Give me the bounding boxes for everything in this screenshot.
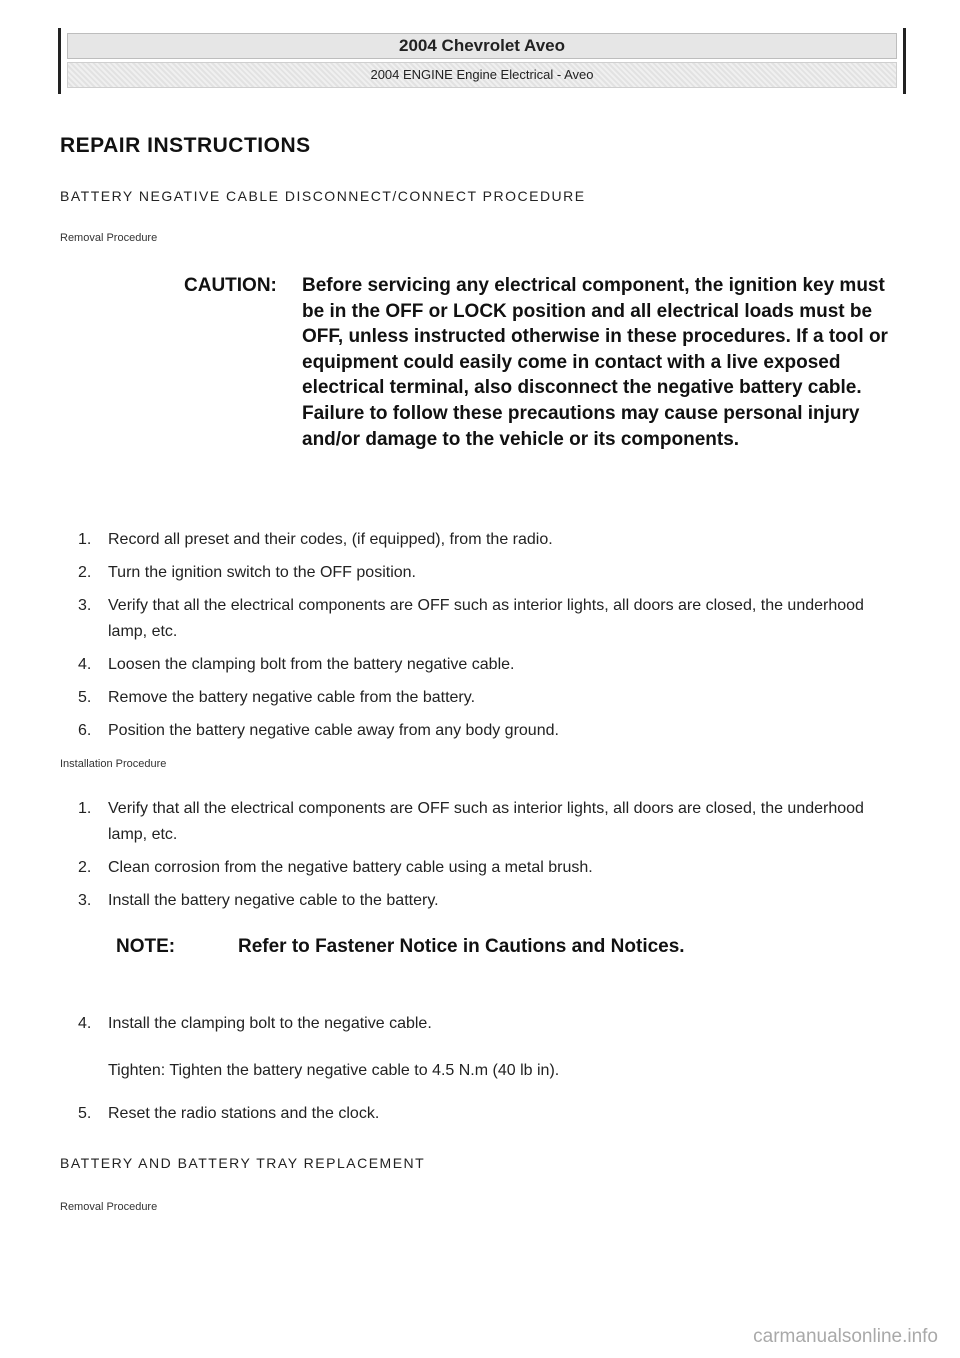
step-number: 5. (78, 1105, 92, 1122)
step-number: 2. (78, 859, 92, 876)
install-steps-list-c (60, 1101, 900, 1127)
step-item (60, 560, 900, 586)
page-header (58, 28, 906, 94)
step-number: 6. (78, 722, 92, 739)
section-title: REPAIR INSTRUCTIONS (60, 134, 311, 157)
step-item (60, 888, 900, 914)
step-text: Loosen the clamping bolt from the battery negative cable. (108, 656, 515, 673)
step-number: 5. (78, 689, 92, 706)
removal-steps-list (60, 527, 900, 744)
step-number: 2. (78, 564, 92, 581)
sec2-removal-heading: Removal Procedure (60, 1201, 158, 1213)
step-number: 3. (78, 892, 92, 909)
step-item (60, 796, 900, 848)
install-steps-list-b (60, 1011, 900, 1037)
sec2-title: BATTERY AND BATTERY TRAY REPLACEMENT (60, 1155, 426, 1171)
step-text: Position the battery negative cable away from any body ground. (108, 722, 559, 739)
caution-label: CAUTION: (184, 275, 277, 296)
sec1-install-heading: Installation Procedure (60, 758, 167, 770)
step-item (60, 1101, 900, 1127)
step-text: Install the clamping bolt to the negative cable. (108, 1015, 432, 1032)
step-text: Verify that all the electrical components are OFF such as interior lights, all doors are closed, the underhood lamp, etc. (108, 597, 864, 640)
note-text: Refer to Fastener Notice in Cautions and Notices. (238, 936, 685, 957)
step-item (60, 652, 900, 678)
sec1-removal-heading: Removal Procedure (60, 232, 158, 244)
install-steps-list (60, 796, 900, 914)
step-number: 4. (78, 1015, 92, 1032)
step-text: Install the battery negative cable to the battery. (108, 892, 439, 909)
tighten-spec: Tighten: Tighten the battery negative cable to 4.5 N.m (40 lb in). (108, 1062, 560, 1079)
step-text: Turn the ignition switch to the OFF position. (108, 564, 416, 581)
note-label: NOTE: (116, 936, 176, 957)
sec1-title: BATTERY NEGATIVE CABLE DISCONNECT/CONNECT PROCEDURE (60, 188, 586, 204)
header-subtitle: 2004 ENGINE Engine Electrical - Aveo (67, 62, 897, 88)
step-number: 3. (78, 597, 92, 614)
step-text: Reset the radio stations and the clock. (108, 1105, 380, 1122)
step-text: Remove the battery negative cable from the battery. (108, 689, 476, 706)
step-number: 1. (78, 531, 92, 548)
step-text: Clean corrosion from the negative battery cable using a metal brush. (108, 859, 593, 876)
step-item (60, 527, 900, 553)
step-number: 4. (78, 656, 92, 673)
step-item (60, 685, 900, 711)
step-item (60, 718, 900, 744)
step-item (60, 855, 900, 881)
step-item (60, 593, 900, 645)
step-item (60, 1011, 900, 1037)
header-title: 2004 Chevrolet Aveo (67, 33, 897, 59)
watermark: carmanualsonline.info (753, 1326, 938, 1347)
caution-text: Before servicing any electrical component, the ignition key must be in the OFF or LOCK position and all electrical loads must be OFF, unless instructed otherwise in these procedures. If a tool or equipment could easily come in contact with a live exposed electrical terminal, also disconnect the negative battery cable. Failure to follow these precautions may cause personal injury and/or damage to the vehicle or its components. (302, 275, 888, 450)
step-text: Record all preset and their codes, (if equipped), from the radio. (108, 531, 553, 548)
step-text: Verify that all the electrical components are OFF such as interior lights, all doors are closed, the underhood lamp, etc. (108, 800, 864, 843)
step-number: 1. (78, 800, 92, 817)
